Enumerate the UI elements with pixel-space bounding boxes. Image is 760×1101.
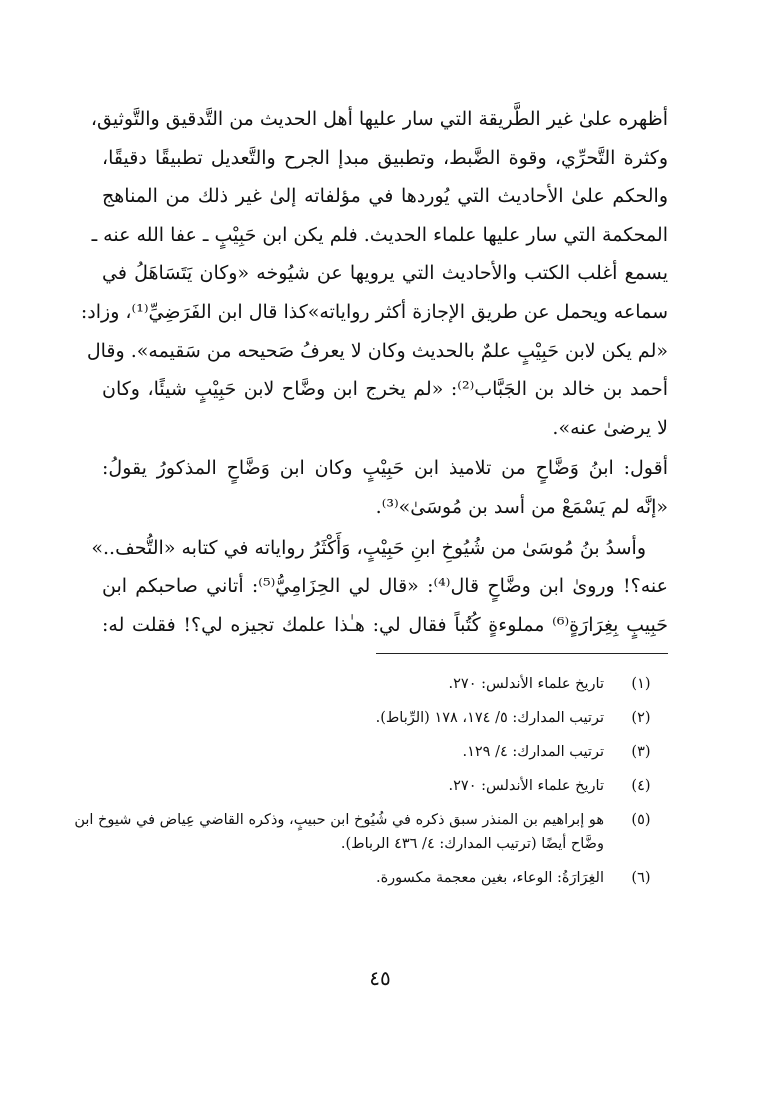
footnote: [102, 774, 668, 798]
footnote: [102, 866, 668, 890]
footnote-text: الغِرَارَةُ: الوعاء، بغين معجمة مكسورة.: [375, 870, 604, 886]
footnote-number: (٤): [631, 778, 651, 794]
text-line: يسمع أغلب الكتب والأحاديث التي يرويها عن شيُوخه «وكان يَتَسَاهَلُ في: [102, 262, 668, 285]
text-line: عنه؟! وروىٰ ابن وضَّاحٍ قال⁽⁴⁾: «قال لي الحِزَامِيُّ⁽⁵⁾: أتاني صاحبكم ابن: [102, 575, 668, 598]
footnote-text: ترتيب المدارك: ٤/ ١٢٩.: [462, 744, 604, 760]
text-line: أقول: ابنُ وَضَّاحٍ من تلاميذ ابن حَبِيْبٍ وكان ابن وَضَّاحٍ المذكورُ يقولُ:: [102, 457, 668, 480]
text-line: والحكم علىٰ الأحاديث التي يُوردها في مؤلفاته إلىٰ غير ذلك من المناهج: [102, 185, 668, 208]
footnote-number: (١): [631, 676, 651, 692]
footnote-separator: [376, 653, 668, 654]
text-line: حَبِيبٍ بِغِرَارَةٍ⁽⁶⁾ مملوءةٍ كُتُباً فقال لي: هـٰذا علمك تجيزه لي؟! فقلت له:: [102, 613, 669, 636]
text-line: «لم يكن لابن حَبِيْبٍ علمٌ بالحديث وكان لا يعرفُ صَحيحه من سَقيمه». وقال: [86, 339, 668, 362]
footnote-number: (٢): [631, 710, 651, 726]
text-line: سماعه ويحمل عن طريق الإجازة أكثر رواياته»كذا قال ابن الفَرَضِيِّ⁽¹⁾، وزاد:: [80, 300, 668, 323]
paragraph: [102, 449, 668, 526]
text-line: «إنَّه لم يَسْمَعْ من أسد بن مُوسَىٰ»⁽³⁾.: [375, 495, 668, 518]
footnotes: [74, 672, 668, 900]
text-line: أظهره علىٰ غير الطَّريقة التي سار عليها أهل الحديث من التَّدقيق والتَّوثيق،: [90, 108, 668, 130]
paragraph: [80, 100, 668, 447]
main-text: [80, 100, 669, 644]
footnote-number: (٦): [631, 870, 651, 886]
footnote-number: (٥): [631, 812, 651, 828]
footnote-text: وضَّاح أيضًا (ترتيب المدارك: ٤/ ٤٣٦ الرباط).: [340, 836, 604, 852]
text-line: وكثرة التَّحرِّي، وقوة الضَّبط، وتطبيق مبدإ الجرح والتَّعديل تطبيقًا دقيقًا،: [102, 146, 668, 169]
page-number: ٤٥: [369, 966, 391, 990]
footnote: [102, 672, 668, 696]
footnote-text: هو إبراهيم بن المنذر سبق ذكره في شُيُوخ ابن حبيبٍ، وذكره القاضي عِياض في شيوخ ابن: [74, 812, 604, 828]
text-line: أحمد بن خالد بن الجَبَّاب⁽²⁾: «لم يخرج ابن وضَّاح لابن حَبِيْبٍ شيئًا، وكان: [102, 378, 668, 401]
footnote: [74, 808, 668, 856]
paragraph: [91, 529, 669, 645]
footnote: [102, 706, 668, 730]
text-line: وأسدُ بنُ مُوسَىٰ من شُيُوخِ ابنِ حَبِيْبٍ، وَأَكْثَرُ رواياته في كتابه «التُّحف..»: [91, 536, 646, 559]
text-line: المحكمة التي سار عليها علماء الحديث. فلم يكن ابن حَبِيْبٍ ـ عفا الله عنه ـ: [91, 223, 668, 246]
footnote-text: تاريخ علماء الأندلس: ٢٧٠.: [448, 778, 604, 794]
footnote-number: (٣): [631, 744, 651, 760]
footnote: [102, 740, 668, 764]
footnote-text: ترتيب المدارك: ٥/ ١٧٤، ١٧٨ (الرِّباط).: [375, 710, 604, 726]
text-line: لا يرضىٰ عنه».: [552, 416, 668, 439]
footnote-text: تاريخ علماء الأندلس: ٢٧٠.: [448, 676, 604, 692]
